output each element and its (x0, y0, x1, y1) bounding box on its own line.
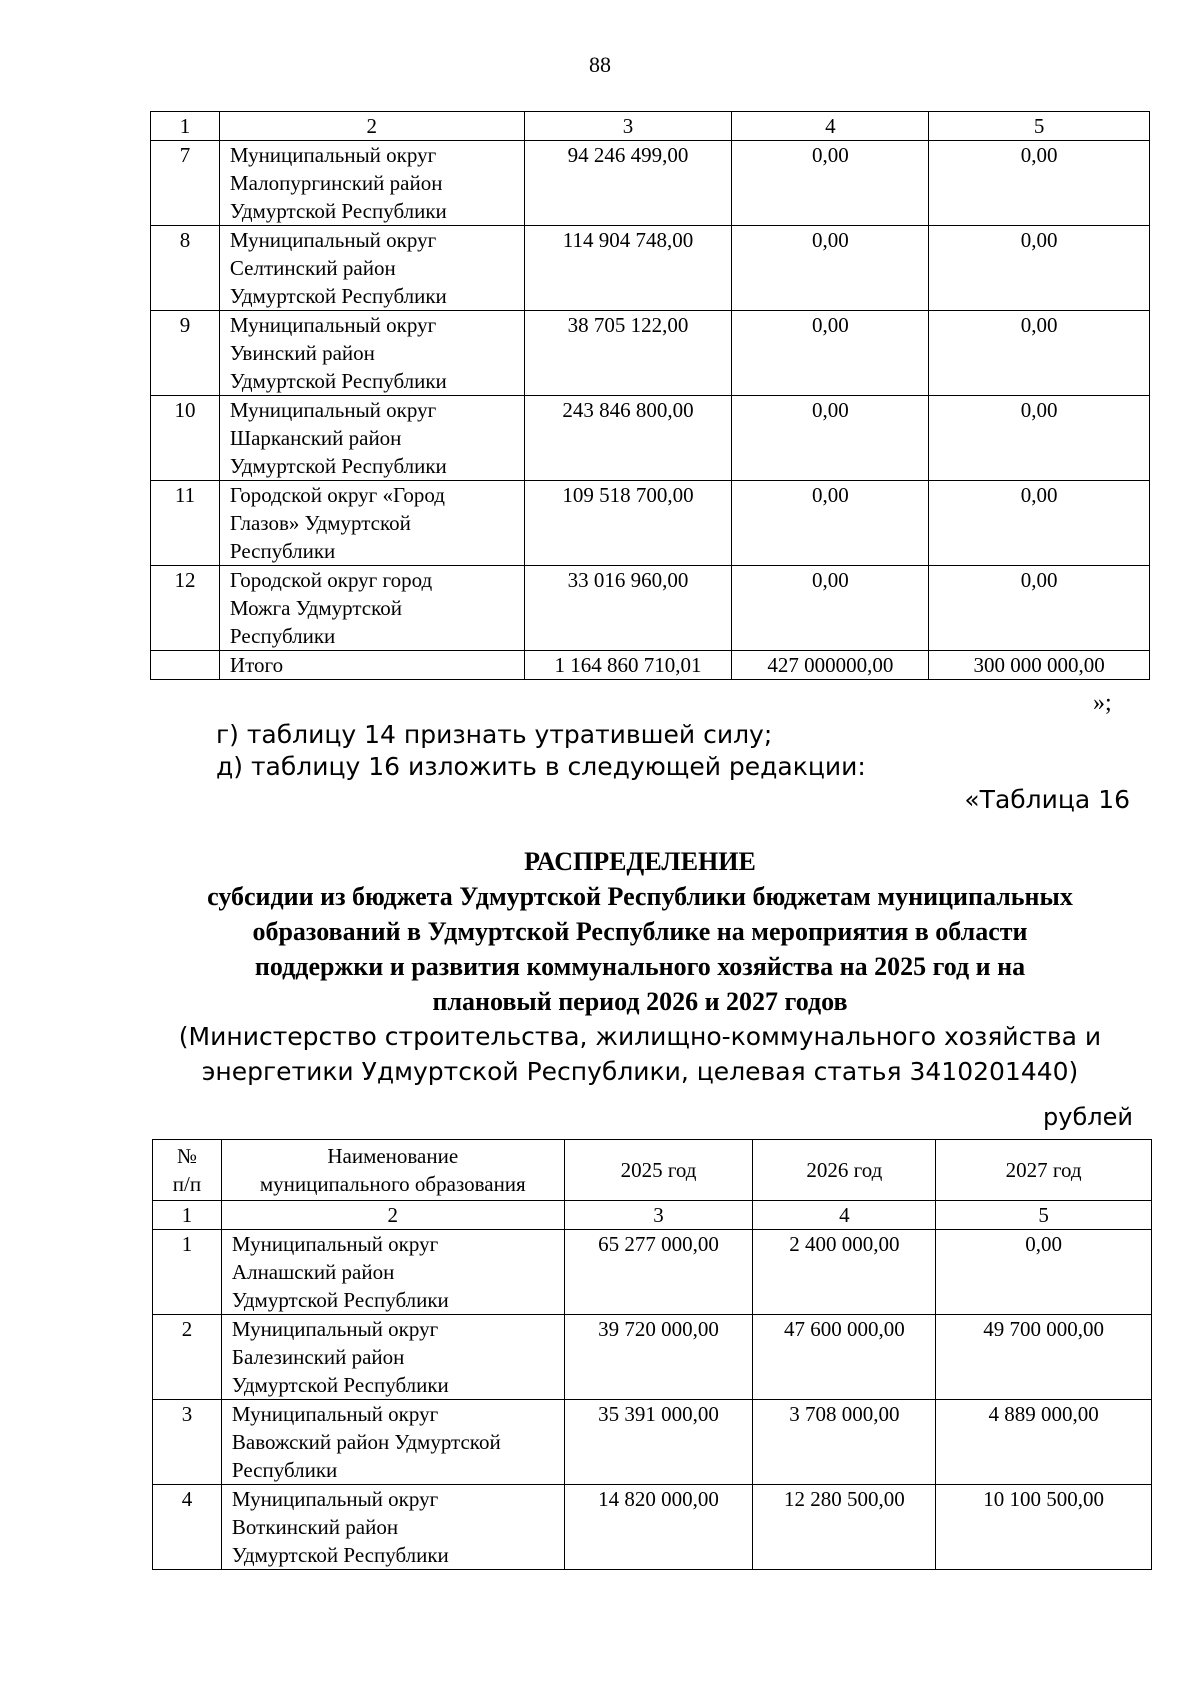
municipality-name (219, 226, 524, 311)
total-blank (151, 651, 220, 680)
municipality-name (219, 311, 524, 396)
amount-2026: 0,00 (732, 481, 929, 566)
subheading-line: энергетики Удмуртской Республики, целевая статья 3410201440) (201, 1057, 1079, 1086)
name-line: Республики (229, 539, 336, 563)
col-number-1: 1 (153, 1201, 222, 1230)
col-number-1: 1 (151, 112, 220, 141)
name-line: Можга Удмуртской (229, 596, 402, 620)
row-number: 7 (151, 141, 220, 226)
municipality-name (219, 141, 524, 226)
municipality-name (221, 1230, 564, 1315)
heading-line: субсидии из бюджета Удмуртской Республики бюджетам муниципальных (207, 882, 1073, 911)
name-line: Вавожский район Удмуртской (231, 1430, 501, 1454)
table-row (151, 481, 1150, 566)
paragraph-d: д) таблицу 16 изложить в следующей редакции: (216, 752, 866, 781)
name-line: Воткинский район (231, 1515, 399, 1539)
heading-line: № (176, 1144, 197, 1168)
distribution-table (152, 1139, 1152, 1570)
table-row (151, 311, 1150, 396)
name-line: Муниципальный округ (231, 1317, 439, 1341)
municipality-name (221, 1485, 564, 1570)
municipality-name (219, 396, 524, 481)
total-2025: 1 164 860 710,01 (524, 651, 732, 680)
continuation-table (150, 111, 1150, 680)
table-row (153, 1485, 1152, 1570)
table-row (151, 226, 1150, 311)
page-number: 88 (589, 52, 611, 77)
name-line: Муниципальный округ (229, 143, 437, 167)
amount-2027: 0,00 (936, 1230, 1152, 1315)
name-line: Городской округ город (229, 568, 433, 592)
table-row (151, 396, 1150, 481)
column-number-row (151, 112, 1150, 141)
name-line: Муниципальный округ (229, 313, 437, 337)
name-line: Республики (231, 1458, 338, 1482)
row-number: 1 (153, 1230, 222, 1315)
table-row (153, 1315, 1152, 1400)
subheading-line: (Министерство строительства, жилищно-коммунального хозяйства и (178, 1022, 1102, 1051)
heading-line: муниципального образования (259, 1172, 526, 1196)
amount-2026: 3 708 000,00 (753, 1400, 936, 1485)
total-2026: 427 000000,00 (732, 651, 929, 680)
amount-2026: 47 600 000,00 (753, 1315, 936, 1400)
heading-2026: 2026 год (753, 1140, 936, 1201)
name-line: Балезинский район (231, 1345, 405, 1369)
closing-quote: »; (1093, 690, 1112, 716)
amount-2025: 38 705 122,00 (524, 311, 732, 396)
heading-number (153, 1140, 222, 1201)
name-line: Муниципальный округ (229, 398, 437, 422)
amount-2027: 0,00 (929, 311, 1150, 396)
amount-2027: 0,00 (929, 141, 1150, 226)
amount-2026: 12 280 500,00 (753, 1485, 936, 1570)
name-line: Удмуртской Республики (231, 1288, 449, 1312)
heading-2027: 2027 год (936, 1140, 1152, 1201)
name-line: Удмуртской Республики (231, 1373, 449, 1397)
amount-2026: 0,00 (732, 226, 929, 311)
name-line: Удмуртской Республики (229, 369, 447, 393)
row-number: 10 (151, 396, 220, 481)
amount-2027: 0,00 (929, 396, 1150, 481)
name-line: Селтинский район (229, 256, 396, 280)
amount-2025: 33 016 960,00 (524, 566, 732, 651)
row-number: 12 (151, 566, 220, 651)
heading-2025: 2025 год (564, 1140, 753, 1201)
col-number-4: 4 (732, 112, 929, 141)
heading-line: п/п (172, 1172, 202, 1196)
amount-2025: 94 246 499,00 (524, 141, 732, 226)
amount-2027: 49 700 000,00 (936, 1315, 1152, 1400)
name-line: Малопургинский район (229, 171, 443, 195)
table-label: «Таблица 16 (964, 785, 1130, 814)
paragraph-g: г) таблицу 14 признать утратившей силу; (216, 720, 773, 749)
name-line: Увинский район (229, 341, 375, 365)
table-row (151, 566, 1150, 651)
total-label: Итого (219, 651, 524, 680)
table-row (153, 1400, 1152, 1485)
name-line: Удмуртской Республики (229, 284, 447, 308)
row-number: 3 (153, 1400, 222, 1485)
name-line: Удмуртской Республики (229, 199, 447, 223)
heading-line: образований в Удмуртской Республике на мероприятия в области (252, 917, 1028, 946)
amount-2027: 10 100 500,00 (936, 1485, 1152, 1570)
heading-line: поддержки и развития коммунального хозяйства на 2025 год и на (254, 952, 1026, 981)
row-number: 4 (153, 1485, 222, 1570)
total-row (151, 651, 1150, 680)
amount-2025: 109 518 700,00 (524, 481, 732, 566)
name-line: Глазов» Удмуртской (229, 511, 411, 535)
amount-2027: 4 889 000,00 (936, 1400, 1152, 1485)
col-number-4: 4 (753, 1201, 936, 1230)
name-line: Городской округ «Город (229, 483, 445, 507)
total-2027: 300 000 000,00 (929, 651, 1150, 680)
name-line: Муниципальный округ (231, 1402, 439, 1426)
municipality-name (219, 566, 524, 651)
amount-2026: 2 400 000,00 (753, 1230, 936, 1315)
row-number: 9 (151, 311, 220, 396)
col-number-3: 3 (564, 1201, 753, 1230)
amount-2027: 0,00 (929, 481, 1150, 566)
col-number-3: 3 (524, 112, 732, 141)
name-line: Республики (229, 624, 336, 648)
col-number-2: 2 (221, 1201, 564, 1230)
col-number-5: 5 (936, 1201, 1152, 1230)
amount-2026: 0,00 (732, 566, 929, 651)
amount-2025: 114 904 748,00 (524, 226, 732, 311)
row-number: 11 (151, 481, 220, 566)
name-line: Удмуртской Республики (229, 454, 447, 478)
amount-2025: 14 820 000,00 (564, 1485, 753, 1570)
row-number: 2 (153, 1315, 222, 1400)
name-line: Алнашский район (231, 1260, 395, 1284)
name-line: Удмуртской Республики (231, 1543, 449, 1567)
amount-2027: 0,00 (929, 566, 1150, 651)
amount-2025: 65 277 000,00 (564, 1230, 753, 1315)
table-row (153, 1230, 1152, 1315)
table-row (151, 141, 1150, 226)
municipality-name (221, 1315, 564, 1400)
document-title: РАСПРЕДЕЛЕНИЕ (524, 847, 756, 876)
amount-2027: 0,00 (929, 226, 1150, 311)
heading-line: плановый период 2026 и 2027 годов (432, 987, 848, 1016)
amount-2026: 0,00 (732, 396, 929, 481)
amount-2025: 35 391 000,00 (564, 1400, 753, 1485)
heading-name (221, 1140, 564, 1201)
row-number: 8 (151, 226, 220, 311)
col-number-2: 2 (219, 112, 524, 141)
municipality-name (221, 1400, 564, 1485)
municipality-name (219, 481, 524, 566)
column-heading-row (153, 1140, 1152, 1201)
column-number-row (153, 1201, 1152, 1230)
amount-2026: 0,00 (732, 141, 929, 226)
amount-2025: 39 720 000,00 (564, 1315, 753, 1400)
units-label: рублей (1043, 1103, 1133, 1131)
amount-2026: 0,00 (732, 311, 929, 396)
amount-2025: 243 846 800,00 (524, 396, 732, 481)
heading-line: Наименование (327, 1144, 459, 1168)
col-number-5: 5 (929, 112, 1150, 141)
name-line: Муниципальный округ (229, 228, 437, 252)
name-line: Шарканский район (229, 426, 402, 450)
name-line: Муниципальный округ (231, 1232, 439, 1256)
name-line: Муниципальный округ (231, 1487, 439, 1511)
